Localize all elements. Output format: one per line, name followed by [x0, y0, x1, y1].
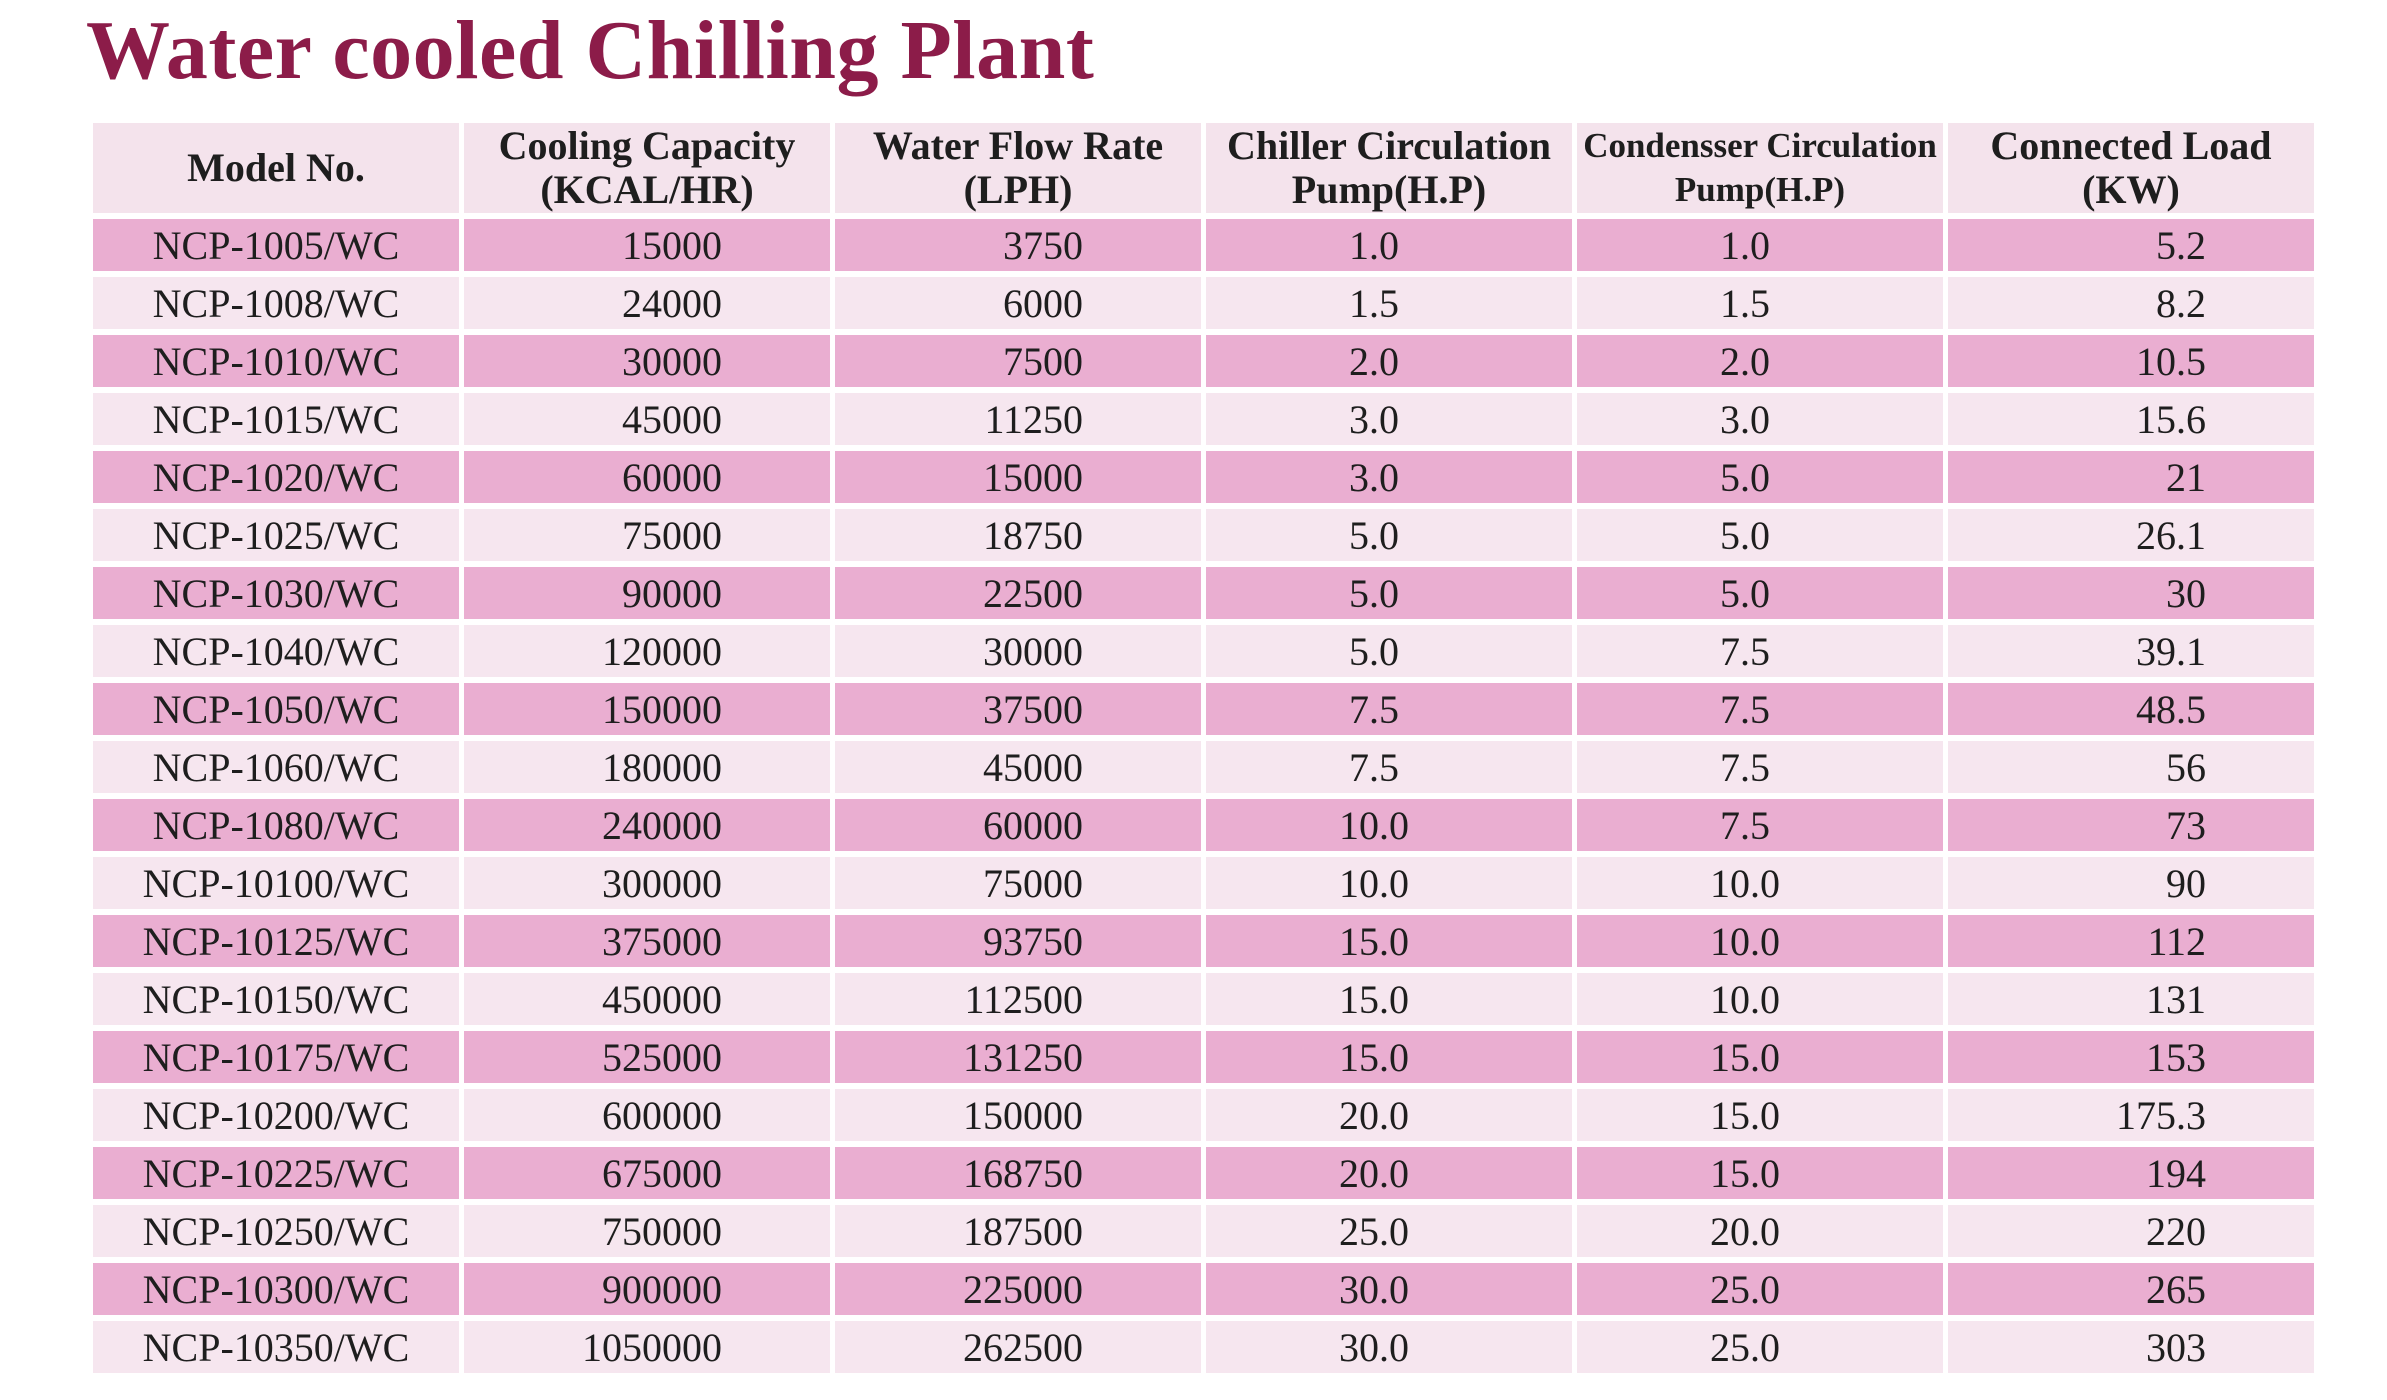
cell-chiller-pump: 15.0: [1206, 1031, 1572, 1083]
page-title: Water cooled Chilling Plant: [86, 4, 1095, 97]
cell-chiller-pump: 5.0: [1206, 567, 1572, 619]
table-row: [93, 509, 2314, 561]
cell-condenser-pump: 5.0: [1577, 509, 1943, 561]
cell-water-flow-rate: 168750: [835, 1147, 1201, 1199]
table-row: [93, 219, 2314, 271]
cell-cooling-capacity: 450000: [464, 973, 830, 1025]
cell-cooling-capacity: 150000: [464, 683, 830, 735]
cell-model-no: NCP-10150/WC: [93, 973, 459, 1025]
cell-water-flow-rate: 93750: [835, 915, 1201, 967]
cell-connected-load: 39.1: [1948, 625, 2314, 677]
cell-cooling-capacity: 300000: [464, 857, 830, 909]
cell-water-flow-rate: 225000: [835, 1263, 1201, 1315]
cell-model-no: NCP-1030/WC: [93, 567, 459, 619]
cell-connected-load: 8.2: [1948, 277, 2314, 329]
cell-model-no: NCP-1020/WC: [93, 451, 459, 503]
cell-water-flow-rate: 3750: [835, 219, 1201, 271]
table-row: [93, 451, 2314, 503]
cell-cooling-capacity: 24000: [464, 277, 830, 329]
table-row: [93, 1263, 2314, 1315]
cell-model-no: NCP-1015/WC: [93, 393, 459, 445]
cell-connected-load: 10.5: [1948, 335, 2314, 387]
table-row: [93, 799, 2314, 851]
cell-cooling-capacity: 75000: [464, 509, 830, 561]
cell-chiller-pump: 20.0: [1206, 1147, 1572, 1199]
cell-chiller-pump: 7.5: [1206, 741, 1572, 793]
cell-connected-load: 153: [1948, 1031, 2314, 1083]
cell-water-flow-rate: 11250: [835, 393, 1201, 445]
cell-connected-load: 220: [1948, 1205, 2314, 1257]
cell-water-flow-rate: 37500: [835, 683, 1201, 735]
table-row: [93, 1089, 2314, 1141]
cell-model-no: NCP-1005/WC: [93, 219, 459, 271]
table-row: [93, 915, 2314, 967]
cell-chiller-pump: 5.0: [1206, 509, 1572, 561]
cell-water-flow-rate: 112500: [835, 973, 1201, 1025]
cell-water-flow-rate: 18750: [835, 509, 1201, 561]
cell-cooling-capacity: 30000: [464, 335, 830, 387]
cell-water-flow-rate: 22500: [835, 567, 1201, 619]
cell-cooling-capacity: 375000: [464, 915, 830, 967]
cell-chiller-pump: 3.0: [1206, 393, 1572, 445]
cell-cooling-capacity: 750000: [464, 1205, 830, 1257]
cell-model-no: NCP-10225/WC: [93, 1147, 459, 1199]
cell-connected-load: 73: [1948, 799, 2314, 851]
cell-condenser-pump: 5.0: [1577, 567, 1943, 619]
cell-model-no: NCP-1008/WC: [93, 277, 459, 329]
cell-condenser-pump: 5.0: [1577, 451, 1943, 503]
header-cooling-capacity: Cooling Capacity (KCAL/HR): [464, 123, 830, 213]
table-row: [93, 567, 2314, 619]
table-row: [93, 683, 2314, 735]
cell-condenser-pump: 7.5: [1577, 741, 1943, 793]
cell-cooling-capacity: 120000: [464, 625, 830, 677]
cell-condenser-pump: 15.0: [1577, 1031, 1943, 1083]
cell-chiller-pump: 30.0: [1206, 1321, 1572, 1373]
cell-model-no: NCP-1080/WC: [93, 799, 459, 851]
cell-cooling-capacity: 240000: [464, 799, 830, 851]
cell-model-no: NCP-1010/WC: [93, 335, 459, 387]
cell-connected-load: 303: [1948, 1321, 2314, 1373]
cell-connected-load: 5.2: [1948, 219, 2314, 271]
cell-water-flow-rate: 6000: [835, 277, 1201, 329]
cell-model-no: NCP-10300/WC: [93, 1263, 459, 1315]
table-row: [93, 1147, 2314, 1199]
cell-condenser-pump: 10.0: [1577, 915, 1943, 967]
cell-model-no: NCP-1060/WC: [93, 741, 459, 793]
cell-water-flow-rate: 187500: [835, 1205, 1201, 1257]
cell-connected-load: 15.6: [1948, 393, 2314, 445]
cell-condenser-pump: 15.0: [1577, 1089, 1943, 1141]
cell-model-no: NCP-1050/WC: [93, 683, 459, 735]
cell-cooling-capacity: 1050000: [464, 1321, 830, 1373]
cell-water-flow-rate: 60000: [835, 799, 1201, 851]
cell-chiller-pump: 15.0: [1206, 973, 1572, 1025]
cell-cooling-capacity: 675000: [464, 1147, 830, 1199]
cell-connected-load: 56: [1948, 741, 2314, 793]
table-row: [93, 741, 2314, 793]
cell-chiller-pump: 10.0: [1206, 857, 1572, 909]
table-row: [93, 1031, 2314, 1083]
cell-cooling-capacity: 525000: [464, 1031, 830, 1083]
cell-condenser-pump: 3.0: [1577, 393, 1943, 445]
cell-water-flow-rate: 45000: [835, 741, 1201, 793]
header-model: Model No.: [93, 123, 459, 213]
header-water-flow-rate: Water Flow Rate (LPH): [835, 123, 1201, 213]
cell-model-no: NCP-10175/WC: [93, 1031, 459, 1083]
cell-model-no: NCP-1025/WC: [93, 509, 459, 561]
cell-water-flow-rate: 75000: [835, 857, 1201, 909]
table-row: [93, 277, 2314, 329]
cell-condenser-pump: 7.5: [1577, 625, 1943, 677]
cell-condenser-pump: 7.5: [1577, 683, 1943, 735]
cell-condenser-pump: 10.0: [1577, 857, 1943, 909]
specification-table: [88, 117, 2319, 1379]
cell-chiller-pump: 30.0: [1206, 1263, 1572, 1315]
cell-condenser-pump: 25.0: [1577, 1321, 1943, 1373]
cell-connected-load: 194: [1948, 1147, 2314, 1199]
header-row: [93, 123, 2314, 213]
cell-connected-load: 265: [1948, 1263, 2314, 1315]
cell-condenser-pump: 1.5: [1577, 277, 1943, 329]
table-row: [93, 973, 2314, 1025]
cell-condenser-pump: 25.0: [1577, 1263, 1943, 1315]
cell-model-no: NCP-10250/WC: [93, 1205, 459, 1257]
cell-condenser-pump: 1.0: [1577, 219, 1943, 271]
cell-condenser-pump: 15.0: [1577, 1147, 1943, 1199]
cell-cooling-capacity: 900000: [464, 1263, 830, 1315]
cell-connected-load: 175.3: [1948, 1089, 2314, 1141]
cell-condenser-pump: 2.0: [1577, 335, 1943, 387]
header-connected-load: Connected Load (KW): [1948, 123, 2314, 213]
cell-condenser-pump: 10.0: [1577, 973, 1943, 1025]
cell-model-no: NCP-1040/WC: [93, 625, 459, 677]
cell-water-flow-rate: 150000: [835, 1089, 1201, 1141]
cell-chiller-pump: 20.0: [1206, 1089, 1572, 1141]
cell-chiller-pump: 2.0: [1206, 335, 1572, 387]
cell-water-flow-rate: 30000: [835, 625, 1201, 677]
cell-connected-load: 30: [1948, 567, 2314, 619]
cell-cooling-capacity: 15000: [464, 219, 830, 271]
cell-chiller-pump: 10.0: [1206, 799, 1572, 851]
cell-connected-load: 26.1: [1948, 509, 2314, 561]
cell-chiller-pump: 5.0: [1206, 625, 1572, 677]
table-row: [93, 857, 2314, 909]
header-condenser-pump: Condensser Circulation Pump(H.P): [1577, 123, 1943, 213]
cell-connected-load: 48.5: [1948, 683, 2314, 735]
cell-chiller-pump: 1.5: [1206, 277, 1572, 329]
table-row: [93, 335, 2314, 387]
table-row: [93, 1205, 2314, 1257]
cell-connected-load: 21: [1948, 451, 2314, 503]
cell-model-no: NCP-10100/WC: [93, 857, 459, 909]
cell-cooling-capacity: 600000: [464, 1089, 830, 1141]
cell-water-flow-rate: 7500: [835, 335, 1201, 387]
cell-cooling-capacity: 180000: [464, 741, 830, 793]
cell-water-flow-rate: 15000: [835, 451, 1201, 503]
cell-model-no: NCP-10350/WC: [93, 1321, 459, 1373]
cell-cooling-capacity: 90000: [464, 567, 830, 619]
cell-chiller-pump: 7.5: [1206, 683, 1572, 735]
table-row: [93, 393, 2314, 445]
cell-connected-load: 131: [1948, 973, 2314, 1025]
cell-model-no: NCP-10200/WC: [93, 1089, 459, 1141]
cell-chiller-pump: 1.0: [1206, 219, 1572, 271]
cell-condenser-pump: 20.0: [1577, 1205, 1943, 1257]
cell-chiller-pump: 15.0: [1206, 915, 1572, 967]
cell-water-flow-rate: 262500: [835, 1321, 1201, 1373]
cell-cooling-capacity: 45000: [464, 393, 830, 445]
cell-connected-load: 112: [1948, 915, 2314, 967]
header-chiller-pump: Chiller Circulation Pump(H.P): [1206, 123, 1572, 213]
cell-model-no: NCP-10125/WC: [93, 915, 459, 967]
cell-water-flow-rate: 131250: [835, 1031, 1201, 1083]
cell-connected-load: 90: [1948, 857, 2314, 909]
table-body: [93, 219, 2314, 1373]
cell-chiller-pump: 25.0: [1206, 1205, 1572, 1257]
table-row: [93, 625, 2314, 677]
cell-chiller-pump: 3.0: [1206, 451, 1572, 503]
table-row: [93, 1321, 2314, 1373]
cell-condenser-pump: 7.5: [1577, 799, 1943, 851]
cell-cooling-capacity: 60000: [464, 451, 830, 503]
